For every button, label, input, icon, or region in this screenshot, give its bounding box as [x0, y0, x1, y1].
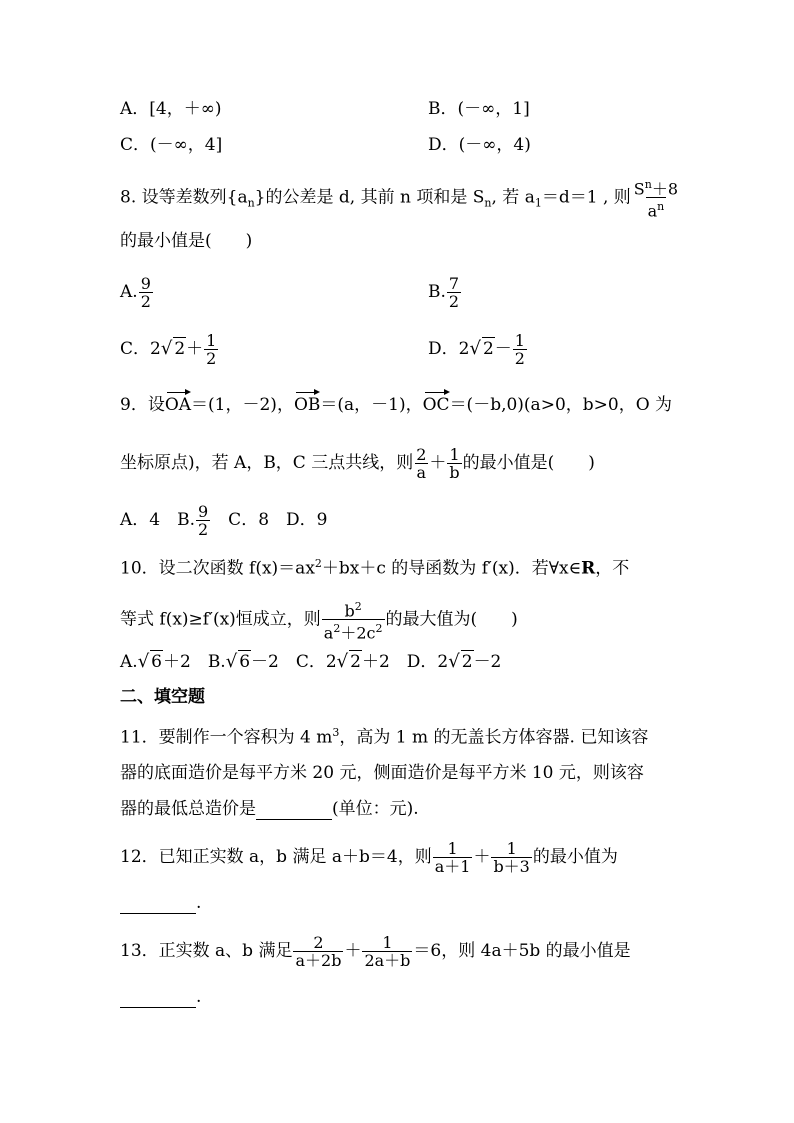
q13-answer-line: . — [120, 986, 201, 1008]
q8-option-d: D．2√ 2－ $\frac{1}{2}$ — [428, 331, 525, 368]
q7-option-b: B．(－∞，1] — [428, 99, 530, 119]
q11-stem-line1: 11．要制作一个容积为 4 $m^3$，高为 1 m 的无盖长方体容器. 已知该容 — [120, 726, 649, 748]
q9-options: A．4 B. $\frac{9}{2}$ C．8 D．9 — [120, 502, 328, 539]
q13-stem-line1: 13．正实数 a、b 满足 $\frac{2}{a+2b}$ ＋ $\frac{1}{2a+b}$ ＝6，则 4a＋5b 的最小值是 — [120, 933, 631, 970]
q8-option-a: A. $\frac{9}{2}$ — [120, 274, 151, 311]
q12-stem-line1: 12．已知正实数 a，b 满足 a＋b＝4，则 $\frac{1}{a+1}$ ＋ $\frac{1}{b+3}$ 的最小值为 — [120, 839, 618, 876]
q10-stem-line1: 10．设二次函数 $f(x)=ax^2+bx+c$ 的导函数为 f′(x)．若∀x∈R，不 — [120, 557, 630, 579]
q8-fraction: $\frac{S^n+8}{a^n}$ — [633, 178, 679, 221]
q8-option-b: B. $\frac{7}{2}$ — [428, 274, 460, 311]
q7-option-d: D．(－∞，4) — [428, 135, 531, 155]
q10-stem-line2: 等式 f(x)≥f′(x)恒成立，则 $\frac{b^2}{a^2+2c^2}$ 的最大值为( ) — [120, 600, 518, 643]
vector-ob: OB — [294, 388, 320, 416]
q11-stem-line3: 器的最低总造价是 (单位：元). — [120, 799, 419, 819]
q7-option-c: C．(－∞，4] — [120, 135, 223, 155]
q8-stem-line1: 8. 设等差数列$\{a_n\}$的公差是 d, 其前 n 项和是 $S_n$, 若 $a_1=d=1$ , 则 $\frac{S^n+8}{a^n}$ — [120, 178, 679, 221]
q11-stem-line2: 器的底面造价是每平方米 20 元，侧面造价是每平方米 10 元，则该容 — [120, 763, 644, 783]
vector-oa: OA — [165, 388, 191, 416]
q7-option-a: A．[4，＋∞) — [120, 99, 222, 119]
q8-stem-line2: 的最小值是( ) — [120, 231, 253, 251]
q13-answer-blank[interactable] — [120, 1007, 196, 1008]
q9-stem-line2: 坐标原点)，若 A，B，C 三点共线，则 $\frac{2}{a}$ ＋ $\frac{1}{b}$ 的最小值是( ) — [120, 445, 595, 482]
q8-option-c: C．2√ 2＋ $\frac{1}{2}$ — [120, 331, 217, 368]
q12-answer-line: . — [120, 892, 201, 914]
q10-fraction: $\frac{b^2}{a^2+2c^2}$ — [323, 600, 383, 643]
section-title-fill-in: 二、填空题 — [120, 687, 205, 707]
q11-answer-blank[interactable] — [256, 819, 332, 820]
q9-stem-line1: 9．设OA＝(1，－2)，OB＝(a，－1)，OC＝(－b,0)(a>0，b>0，O 为 — [120, 388, 672, 416]
vector-oc: OC — [423, 388, 450, 416]
q12-answer-blank[interactable] — [120, 913, 196, 914]
q10-options: A.√ 6＋2 B.√ 6－2 C．2√ 2＋2 D．2√ 2－2 — [120, 651, 502, 672]
